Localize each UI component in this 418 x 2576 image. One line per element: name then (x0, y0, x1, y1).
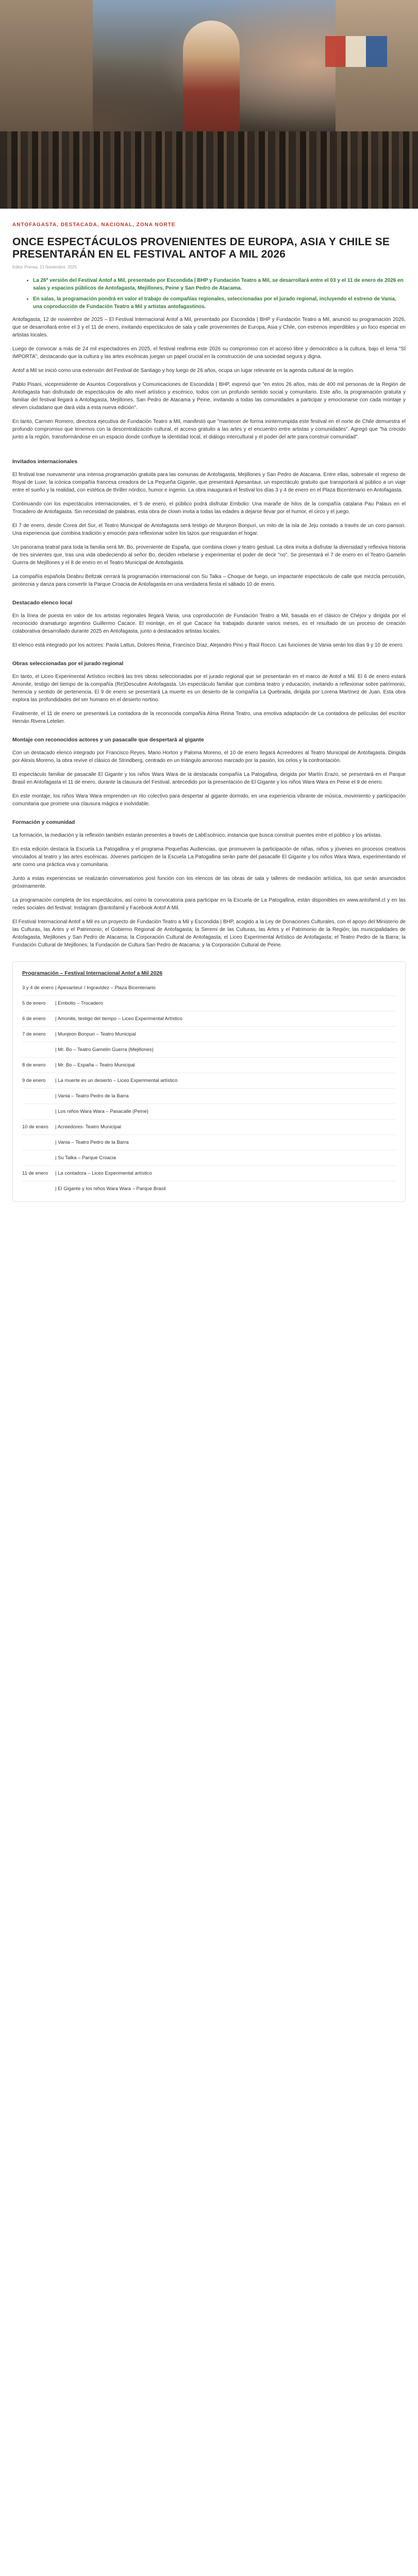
program-event: | La muerte es un desierto – Liceo Experimental artístico (55, 1078, 178, 1083)
paragraph: El Festival Internacional Antof a Mil es un proyecto de Fundación Teatro a Mil y Escondida | BHP, acogido a la Ley de Donaciones Culturales, con el apoyo del Ministerio de las Culturas, las Artes y el Patrimonio; el Gobierno Regional de Antofagasta; la Seremi de las Culturas, las Artes y el Patrimonio de la Región; las municipalidades de Antofagasta, Mejillones y San Pedro de Atacama; la Corporación Cultural de Antofagasta; el Liceo Experimental Artístico de Antofagasta; el Teatro Pedro de la Barra; la Fundación Cultural de Mejillones; la Fundación de Cultura San Pedro de Atacama; y la Corporación Cultural de Peine. (12, 919, 406, 948)
paragraph: Con un destacado elenco integrado por Francisco Reyes, Mario Horton y Paloma Moreno, el 10 de enero llegará Acreedores al Teatro Municipal de Antofagasta. Dirigida por Alexis Moreno, la obra revive el clásico de Strindberg, centrado en un triángulo amoroso marcado por la pasión, los celos y la confrontación. (12, 750, 406, 764)
paragraph: En tanto, el Liceo Experimental Artístico recibirá las tres obras seleccionadas por el jurado regional que se presentarán en el marco de Antof a Mil. El 6 de enero estará Amonite, testigo del tiempo de la compañía (Re)Descubre Antofagasta. Un espectáculo familiar que combina teatro y educación, invitando a reflexionar sobre patrimonio, herencia y sentido de pertenencia. El 9 de enero se presentará La muerte es un desierto de la compañía La Quebrada, dirigida por Lorena Martínez de Juan. Esta obra explora las profundidades del ser humano en el desierto nortino. (12, 674, 406, 703)
program-list (22, 980, 396, 1196)
paragraph: La programación completa de los espectáculos, así como la convocatoria para participar en la Escuela de La Patogallina, están disponibles en www.antofamil.cl y en las redes sociales del festival: Instagram @antofamil y Facebook Antof A Mil. (12, 897, 406, 911)
program-row (22, 1150, 396, 1166)
program-row (22, 996, 396, 1011)
paragraph: Antofagasta, 12 de noviembre de 2025 – El Festival Internacional Antof a Mil, presentado por Escondida | BHP y Fundación Teatro a Mil, anunció su programación 2026, que se desarrollará entre el 3 y el 11 de enero, invitando espectáculos de sala y calle provenientes de Europa, Asia y Chile, con estrenos imperdibles y un foco especial en artistas locales. (12, 317, 406, 338)
program-row (22, 980, 396, 996)
hero-crowd (0, 131, 418, 209)
program-event: | Su Talka – Parque Croacia (55, 1155, 116, 1161)
paragraph: Continuando con los espectáculos internacionales, el 5 de enero, el público podrá disfrutar Embolio: Una marañe de hilos de la compañía catalana Pau Palaus en el Trocadero de Antofagasta. Sin necesidad de palabras, esta obra de clown invita a todas las edades a dejarse llevar por el humor, el circo y el juego. (12, 501, 406, 515)
program-row (22, 1042, 396, 1058)
paragraph: En este montaje, los niños Wara Wara emprenden un rito colectivo para despertar al gigante dormido, en una experiencia vibrante de música, movimiento y participación comunitaria que promete una clausura mágica e inolvidable. (12, 793, 406, 807)
program-row (22, 1011, 396, 1027)
program-date (22, 1140, 55, 1145)
program-date (22, 1109, 55, 1114)
program-title: Programación – Festival Internacional Antof a Mil 2026 (22, 970, 163, 976)
article-byline: Editor Prensa, 13 Noviembre, 2025 (12, 265, 77, 269)
program-date (22, 1047, 55, 1053)
program-row (22, 1120, 396, 1135)
paragraph: La compañía española Deabru Beltzak cerrará la programación internacional con Su Talka – Choque de fuego, un impactante espectáculo de calle que mezcla percusión, pirotecnia y danza para convertir la Parque Croacia de Antofagasta en una verdadera fiesta el sábado 10 de enero. (12, 574, 406, 587)
paragraph: Pablo Pisani, vicepresidente de Asuntos Corporativos y Comunicaciones de Escondida | BHP, expresó que "en estos 26 años, más de 400 mil personas de la Región de Antofagasta han disfrutado de espectáculos de alto nivel artístico y escénico, todos con un profundo sentido social y comunitario. Este año, la programación gratuita y familiar del festival llegará a Antofagasta, Mejillones, San Pedro de Atacama y Peine, invitando a todas las comunidades a participar y emocionarse con cada montaje y eleven ciudadano que dará vida a esta nueva edición". (12, 382, 406, 411)
section-heading-obras: Obras seleccionadas por el jurado regional (12, 660, 124, 667)
program-row (22, 1135, 396, 1150)
article (0, 222, 418, 1202)
article-title: ONCE ESPECTÁCULOS PROVENIENTES DE EUROPA, ASIA Y CHILE SE PRESENTARÁN EN EL FESTIVAL ANTOF A MIL 2026 (12, 236, 390, 260)
program-date: 10 de enero (22, 1124, 48, 1130)
program-date: 11 de enero (22, 1171, 48, 1176)
program-event: | La contadora – Liceo Experimental artístico (55, 1171, 152, 1176)
paragraph: En esta edición destaca la Escuela La Patogallina y el programa Pequeñas Audiencias, que promueven la participación de niñas, niños y jóvenes en procesos creativos vinculados al teatro y las artes escénicas. Jóvenes participen de la Escuela La Patogallina serán parte del pasacalle El Gigante y los niños Wara Wara, experimentando el arte como una práctica viva y comunitaria. (12, 846, 406, 868)
program-date: 7 de enero (22, 1031, 46, 1037)
highlight-item: • En salas, la programación pondrá en valor el trabajo de compañías regionales, seleccionadas por el jurado regional, incluyendo el estreno de Vania, una coproducción de Fundación Teatro a Mil y artistas antofagastinos. (33, 295, 406, 311)
program-row (22, 1089, 396, 1104)
program-event: | Vania – Teatro Pedro de la Barra (55, 1140, 129, 1145)
paragraph: Luego de convocar a más de 24 mil espectadores en 2025, el festival reafirma este 2026 su compromiso con el acceso libre y democrático a la cultura, bajo el lema "SÍ IMPORTA", destacando que la cultura y las artes escénicas juegan un papel crucial en la construcción de una sociedad segura y digna. (12, 346, 406, 360)
paragraph: La formación, la mediación y la reflexión también estarán presentes a través de LabEscénico, instancia que busca construir puentes entre el público y los artistas. (12, 833, 382, 838)
program-row (22, 1058, 396, 1073)
program-date: 5 de enero (22, 1001, 46, 1006)
paragraph: Un panorama teatral para toda la familia será Mr. Bo, proveniente de España, que combina clown y teatro gestual. La obra invita a disfrutar la diversidad y reflexiva historia de tres sirvientes que, tras una vida obedeciendo al señor Bo, deciden rebelarse y experimentar el poder de decir "no". Se presentará el 7 de enero en el Teatro Gamelin Guerra de Mejillones y el 8 de enero en el Teatro Municipal de Antofagasta. (12, 545, 406, 566)
section-heading-formacion: Formación y comunidad (12, 819, 75, 825)
program-date (22, 1186, 55, 1192)
program-date (22, 1155, 55, 1161)
paragraph: El 7 de enero, desde Corea del Sur, el Teatro Municipal de Antofagasta será testigo de Munjeon Bonpuri, un mito de la isla de Jeju contado a través de un coro pansori. Una experiencia que combina tradición y emoción para reflexionar sobre los lazos que resguardan el hogar. (12, 523, 406, 536)
paragraph: Finalmente, el 11 de enero se presentará La contadora de la reconocida compañía Alma Reina Teatro, una emotiva adaptación de La contadora de películas del escritor Hernán Rivera Letelier. (12, 711, 406, 724)
paragraph: El festival trae nuevamente una intensa programación gratuita para las comunas de Antofagasta, Mejillones y San Pedro de Atacama. Entre ellas, sobresale el regreso de Royal de Luxe, la icónica compañía francesa creadora de La Pequeña Gigante, que presentará Apesantaur, un espectáculo gratuito que transportará al público a un viaje entre el sueño y la realidad, con estética de thriller nórdico, humor e ingenio. La obra inaugurará el festival los días 3 y 4 de enero en el Plaza Bicentenario en Antofagasta. (12, 472, 406, 493)
paragraph: Antof a Mil se inició como una extensión del Festival de Santiago y hoy luego de 26 años, ocupa un lugar relevante en la agenda cultural de la región. (12, 368, 355, 374)
program-event: | Amonite, testigo del tiempo – Liceo Experimental Artístico (55, 1016, 182, 1022)
program-date: 9 de enero (22, 1078, 46, 1083)
paragraph: En la línea de puesta en valor de los artistas regionales llegará Vania, una coproducción de Fundación Teatro a Mil, basada en el clásico de Chéjov y dirigida por el reconocido dramaturgo argentino Guillermo Cacace. El montaje, en el que Cacace ha trabajado durante varios meses, es el resultado de un proceso de creación colaborativa desarrollado durante 2025 en Antofagasta, junto a destacados artistas locales. (12, 613, 406, 634)
program-row (22, 1027, 396, 1042)
program-event: | Vania – Teatro Pedro de la Barra (55, 1093, 129, 1099)
program-event: | Los niños Wara Wara – Pasacalle (Peine) (55, 1109, 148, 1114)
program-box (12, 961, 406, 1202)
intro-section (12, 316, 406, 441)
hero-giant-puppet (183, 21, 240, 139)
section-heading-montaje: Montaje con reconocidos actores y un pasacalle que despertará al gigante (12, 737, 204, 743)
program-date: 8 de enero (22, 1062, 46, 1068)
program-event: | Munjeon Bonpuri – Teatro Municipal (55, 1031, 136, 1037)
program-row (22, 1104, 396, 1120)
highlight-item: • La 26ª versión del Festival Antof a Mil, presentado por Escondida | BHP y Fundación Teatro a Mil, se desarrollará entre el 03 y el 11 de enero de 2026 en salas y espacios públicos de Antofagasta, Mejillones, Peine y San Pedro de Atacama. (33, 277, 406, 292)
program-event: | Acreedores- Teatro Municipal (55, 1124, 121, 1130)
program-date: 3 y 4 de enero (22, 985, 54, 991)
program-event: | Embolio – Trocadero (55, 1001, 103, 1006)
paragraph: El espectáculo familiar de pasacalle El Gigante y los niños Wara Wara de la destacada compañía La Patogallina, dirigida por Martín Erazo, se presentará en el Parque Brasil en Antofagasta el 11 de enero, durante la clausura del Festival, antecedido por la presentación de El Gigante y los niños Wara Wara en Peine el 9 de enero. (12, 772, 406, 785)
program-date (22, 1093, 55, 1099)
program-event: | Mr. Bo – Teatro Gamelin Guerra (Mejillones) (55, 1047, 154, 1053)
program-event: | Mr. Bo – España – Teatro Municipal (55, 1062, 135, 1068)
paragraph: En tanto, Carmen Romero, directora ejecutiva de Fundación Teatro a Mil, manifestó que "mantener de forma ininterrumpida este festival en el norte de Chile demuestra el profundo compromiso que tenemos con la descentralización cultural, el acceso gratuito a las artes y el encuentro entre artistas y comunidades". Agregó que "ha crecido junto a la región, transformándose en un espacio donde confluye la identidad local, el diálogo intercultural y el poder del arte para construir comunidad". (12, 419, 406, 440)
section-heading-destacado: Destacado elenco local (12, 600, 73, 606)
program-row (22, 1166, 396, 1181)
program-row (22, 1073, 396, 1089)
paragraph: El elenco está integrado por los actores: Paola Lattus, Dolores Reina, Francisco Díaz, Alejandro Pino y Raúl Rocco. Las funciones de Vania serán los días 9 y 10 de enero. (12, 642, 404, 648)
program-date: 6 de enero (22, 1016, 46, 1022)
hero-image (0, 0, 418, 209)
article-categories[interactable]: ANTOFAGASTA, DESTACADA, NACIONAL, ZONA NORTE (12, 222, 176, 228)
hero-flag (325, 36, 387, 67)
program-row (22, 1181, 396, 1196)
section-heading-invitados: Invitados internacionales (12, 459, 78, 465)
highlights-list (12, 277, 406, 311)
program-event: | El Gigante y los niños Wara Wara – Parque Brasil (55, 1186, 166, 1192)
paragraph: Junto a estas experiencias se realizarán conversatorios post función con los elencos de las obras de sala y talleres de mediación artística, los que serán anunciados próximamente. (12, 876, 406, 889)
program-event: | Apesanteur / Ingravidez – Plaza Bicentenario (55, 985, 156, 991)
